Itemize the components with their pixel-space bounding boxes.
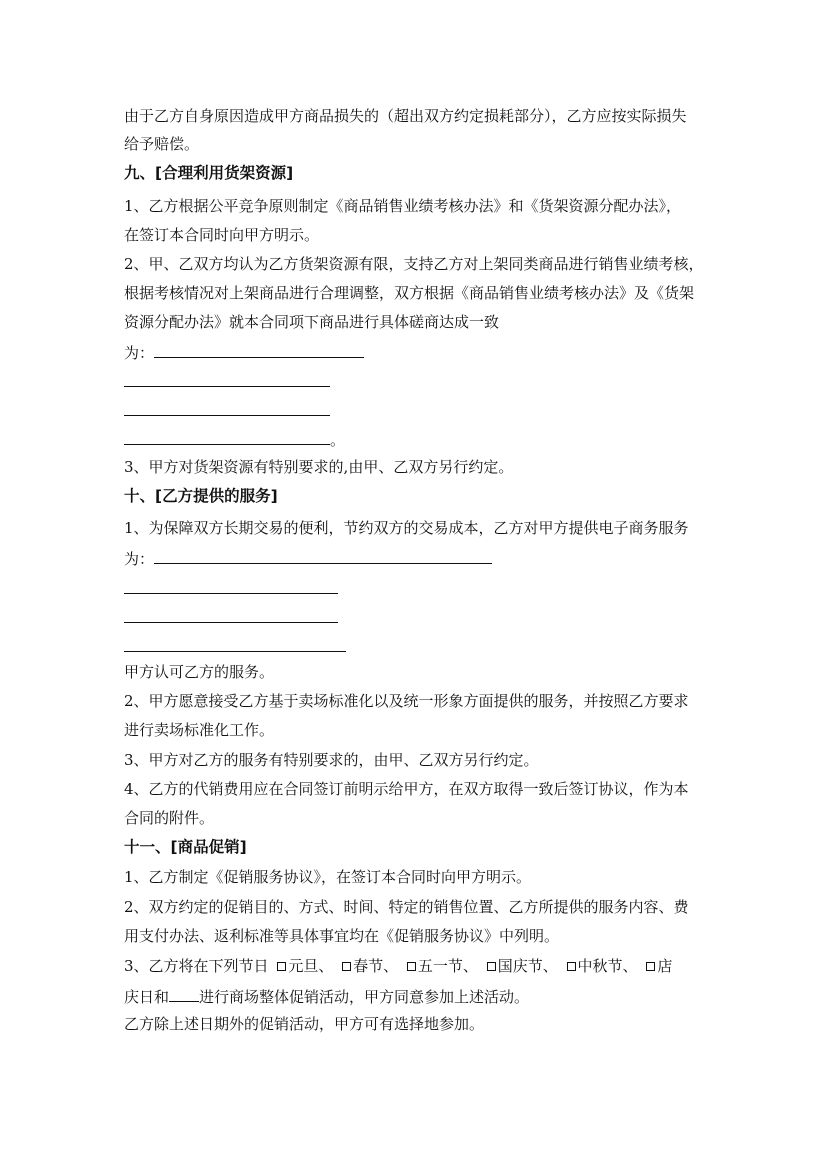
holiday-checkbox[interactable] xyxy=(407,962,416,971)
fill-in-end-mark: 。 xyxy=(330,431,346,449)
fill-in-blank[interactable] xyxy=(124,593,338,594)
fill-in-blank[interactable] xyxy=(124,415,330,416)
holiday-lead: 3、乙方将在下列节日 xyxy=(124,957,269,975)
fill-in-line xyxy=(124,547,492,569)
holiday-label: 元旦、 xyxy=(288,957,334,975)
holiday-checkbox[interactable] xyxy=(646,962,655,971)
holiday-label: 国庆节、 xyxy=(497,957,558,975)
fill-in-line xyxy=(124,985,529,1007)
section-heading-11: 十一、[商品促销] xyxy=(124,838,247,856)
paragraph-line: 1、乙方制定《促销服务协议》，在签订本合同时向甲方明示。 xyxy=(124,868,532,886)
paragraph-line: 给予赔偿。 xyxy=(124,135,200,153)
holiday-options-line xyxy=(124,956,672,976)
fill-in-prefix: 为： xyxy=(124,550,155,568)
fill-in-blank[interactable] xyxy=(124,386,330,387)
paragraph-line: 进行卖场标准化工作。 xyxy=(124,721,275,739)
holiday-checkbox[interactable] xyxy=(342,962,351,971)
paragraph-line: 合同的附件。 xyxy=(124,809,215,827)
paragraph-line: 3、甲方对货架资源有特别要求的,由甲、乙双方另行约定。 xyxy=(124,458,514,476)
holiday-line2-tail: 进行商场整体促销活动，甲方同意参加上述活动。 xyxy=(199,988,530,1006)
paragraph-line: 4、乙方的代销费用应在合同签订前明示给甲方，在双方取得一致后签订协议，作为本 xyxy=(124,780,689,798)
paragraph-line: 1、乙方根据公平竞争原则制定《商品销售业绩考核办法》和《货架资源分配办法》， xyxy=(124,197,682,215)
fill-in-prefix: 为： xyxy=(124,344,155,362)
fill-in-blank[interactable] xyxy=(169,985,199,1002)
paragraph-line: 根据考核情况对上架商品进行合理调整，双方根据《商品销售业绩考核办法》及《货架 xyxy=(124,284,695,302)
holiday-checkbox[interactable] xyxy=(567,962,576,971)
paragraph-line: 2、甲方愿意接受乙方基于卖场标准化以及统一形象方面提供的服务，并按照乙方要求 xyxy=(124,692,689,710)
paragraph-line: 2、双方约定的促销目的、方式、时间、特定的销售位置、乙方所提供的服务内容、费 xyxy=(124,898,689,916)
paragraph-line: 3、甲方对乙方的服务有特别要求的，由甲、乙双方另行约定。 xyxy=(124,751,539,769)
holiday-checkbox[interactable] xyxy=(277,962,286,971)
holiday-label: 春节、 xyxy=(353,957,399,975)
paragraph-line: 资源分配办法》就本合同项下商品进行具体磋商达成一致 xyxy=(124,313,500,331)
paragraph-line: 2、甲、乙双方均认为乙方货架资源有限，支持乙方对上架同类商品进行销售业绩考核， xyxy=(124,255,704,273)
paragraph-line: 1、为保障双方长期交易的便利，节约双方的交易成本，乙方对甲方提供电子商务服务 xyxy=(124,519,689,537)
section-heading-10: 十、[乙方提供的服务] xyxy=(124,487,278,505)
holiday-line2-lead: 庆日和 xyxy=(124,988,170,1006)
fill-in-blank[interactable] xyxy=(124,622,338,623)
paragraph-line: 用支付办法、返利标准等具体事宜均在《促销服务协议》中列明。 xyxy=(124,927,560,945)
paragraph-line: 由于乙方自身原因造成甲方商品损失的（超出双方约定损耗部分），乙方应按实际损失 xyxy=(124,107,687,125)
fill-in-blank[interactable] xyxy=(154,341,364,358)
fill-in-blank[interactable] xyxy=(154,547,492,564)
fill-in-blank[interactable] xyxy=(124,651,346,652)
paragraph-line: 甲方认可乙方的服务。 xyxy=(124,663,275,681)
holiday-label: 店 xyxy=(657,957,673,975)
fill-in-blank[interactable] xyxy=(124,444,330,445)
holiday-label: 五一节、 xyxy=(417,957,478,975)
section-heading-9: 九、[合理利用货架资源] xyxy=(124,164,294,182)
paragraph-line: 乙方除上述日期外的促销活动，甲方可有选择地参加。 xyxy=(124,1015,485,1033)
holiday-checkbox[interactable] xyxy=(487,962,496,971)
fill-in-line xyxy=(124,341,364,363)
paragraph-line: 在签订本合同时向甲方明示。 xyxy=(124,226,320,244)
holiday-label: 中秋节、 xyxy=(577,957,638,975)
